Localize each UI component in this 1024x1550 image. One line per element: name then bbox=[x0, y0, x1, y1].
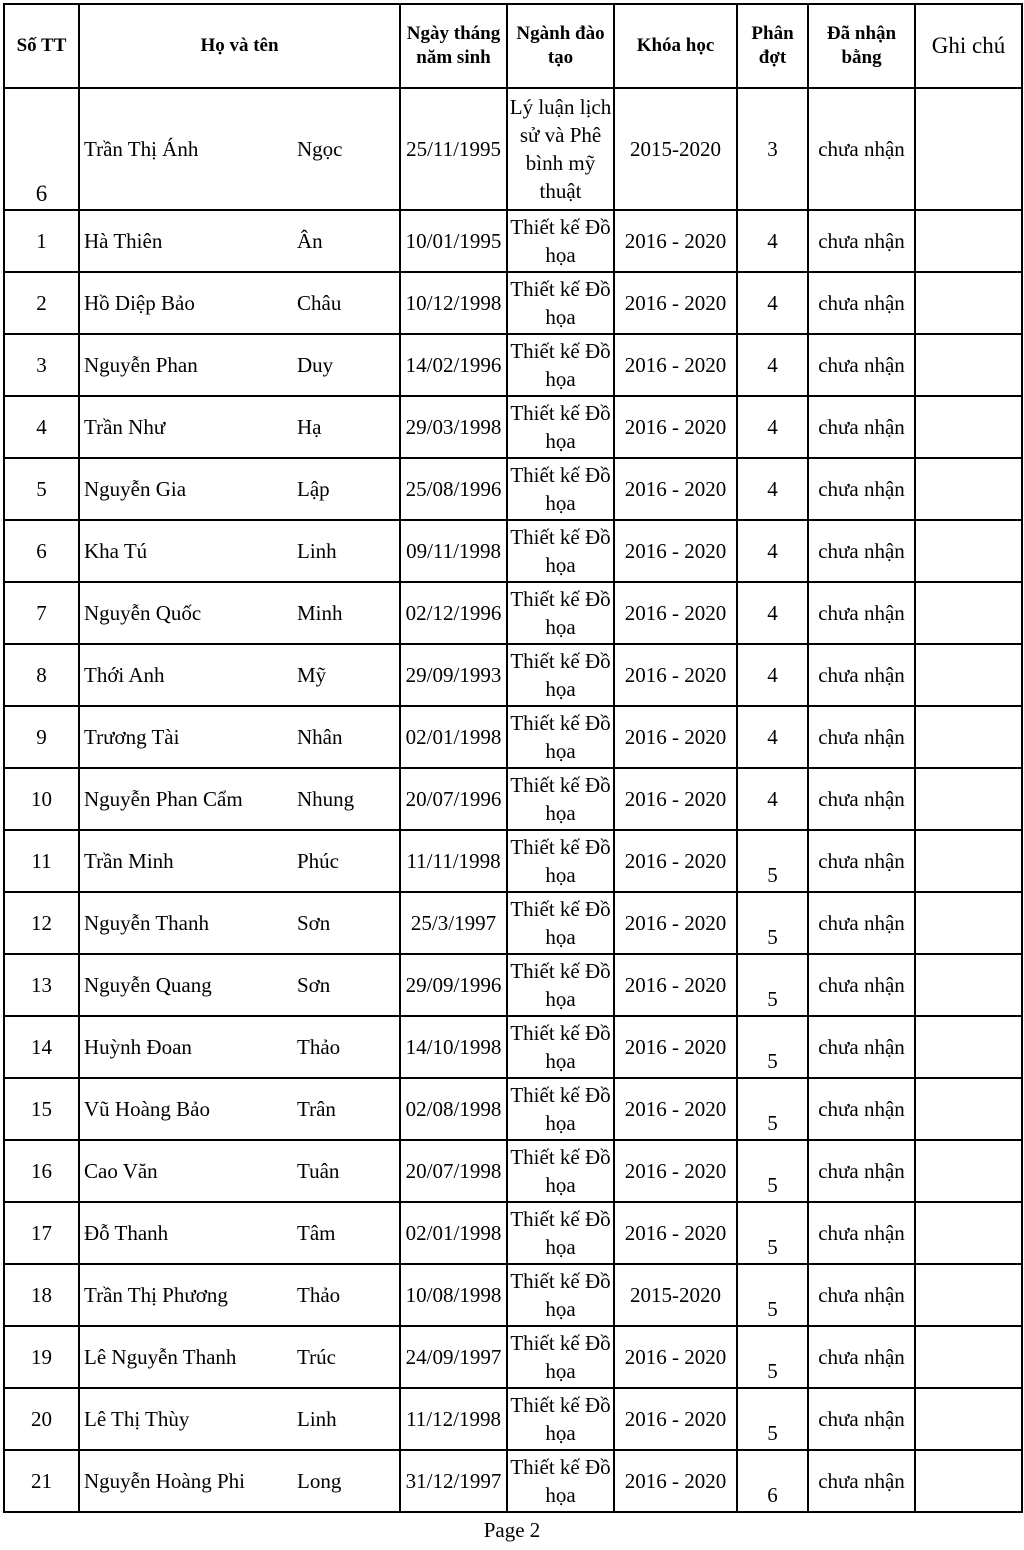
date-of-birth-cell: 02/01/1998 bbox=[400, 706, 507, 768]
date-of-birth-cell: 29/03/1998 bbox=[400, 396, 507, 458]
family-name-cell: Nguyễn Phan Cẩm bbox=[79, 768, 293, 830]
major-cell: Thiết kế Đồ họa bbox=[507, 1264, 614, 1326]
batch-cell: 6 bbox=[737, 1450, 808, 1512]
course-years-cell: 2016 - 2020 bbox=[614, 210, 737, 272]
table-row bbox=[4, 210, 1022, 272]
course-years-cell: 2016 - 2020 bbox=[614, 1140, 737, 1202]
date-of-birth-cell: 11/12/1998 bbox=[400, 1388, 507, 1450]
given-name-cell: Sơn bbox=[293, 954, 400, 1016]
row-number-cell: 6 bbox=[4, 520, 79, 582]
received-status-cell: chưa nhận bbox=[808, 458, 915, 520]
note-cell bbox=[915, 1016, 1022, 1078]
batch-cell: 5 bbox=[737, 1388, 808, 1450]
received-status-cell: chưa nhận bbox=[808, 954, 915, 1016]
given-name-cell: Hạ bbox=[293, 396, 400, 458]
date-of-birth-cell: 25/11/1995 bbox=[400, 88, 507, 210]
received-status-cell: chưa nhận bbox=[808, 1388, 915, 1450]
received-status-cell: chưa nhận bbox=[808, 1016, 915, 1078]
course-years-cell: 2016 - 2020 bbox=[614, 520, 737, 582]
note-cell bbox=[915, 1388, 1022, 1450]
family-name-cell: Nguyễn Phan bbox=[79, 334, 293, 396]
received-status-cell: chưa nhận bbox=[808, 272, 915, 334]
col-major-header: Ngành đào tạo bbox=[507, 4, 614, 88]
course-years-cell: 2016 - 2020 bbox=[614, 272, 737, 334]
course-years-cell: 2015-2020 bbox=[614, 88, 737, 210]
received-status-cell: chưa nhận bbox=[808, 520, 915, 582]
given-name-cell: Lập bbox=[293, 458, 400, 520]
major-cell: Thiết kế Đồ họa bbox=[507, 830, 614, 892]
major-cell: Thiết kế Đồ họa bbox=[507, 210, 614, 272]
major-cell: Thiết kế Đồ họa bbox=[507, 706, 614, 768]
batch-cell: 3 bbox=[737, 88, 808, 210]
given-name-cell: Long bbox=[293, 1450, 400, 1512]
batch-cell: 5 bbox=[737, 1202, 808, 1264]
date-of-birth-cell: 29/09/1996 bbox=[400, 954, 507, 1016]
date-of-birth-cell: 10/01/1995 bbox=[400, 210, 507, 272]
col-course-header: Khóa học bbox=[614, 4, 737, 88]
given-name-cell: Ngọc bbox=[293, 88, 400, 210]
course-years-cell: 2015-2020 bbox=[614, 1264, 737, 1326]
col-name-header: Họ và tên bbox=[79, 4, 400, 88]
family-name-cell: Vũ Hoàng Bảo bbox=[79, 1078, 293, 1140]
given-name-cell: Linh bbox=[293, 1388, 400, 1450]
family-name-cell: Kha Tú bbox=[79, 520, 293, 582]
row-number-cell: 6 bbox=[4, 88, 79, 210]
major-cell: Thiết kế Đồ họa bbox=[507, 1140, 614, 1202]
course-years-cell: 2016 - 2020 bbox=[614, 1326, 737, 1388]
course-years-cell: 2016 - 2020 bbox=[614, 644, 737, 706]
col-batch-header: Phân đợt bbox=[737, 4, 808, 88]
table-body bbox=[4, 88, 1022, 1512]
major-cell: Thiết kế Đồ họa bbox=[507, 644, 614, 706]
date-of-birth-cell: 31/12/1997 bbox=[400, 1450, 507, 1512]
row-number-cell: 18 bbox=[4, 1264, 79, 1326]
batch-cell: 5 bbox=[737, 830, 808, 892]
batch-cell: 4 bbox=[737, 582, 808, 644]
col-received-header: Đã nhận bằng bbox=[808, 4, 915, 88]
received-status-cell: chưa nhận bbox=[808, 1140, 915, 1202]
family-name-cell: Hồ Diệp Bảo bbox=[79, 272, 293, 334]
major-cell: Thiết kế Đồ họa bbox=[507, 458, 614, 520]
batch-cell: 5 bbox=[737, 1140, 808, 1202]
course-years-cell: 2016 - 2020 bbox=[614, 1016, 737, 1078]
row-number-cell: 17 bbox=[4, 1202, 79, 1264]
family-name-cell: Cao Văn bbox=[79, 1140, 293, 1202]
note-cell bbox=[915, 706, 1022, 768]
table-row bbox=[4, 768, 1022, 830]
course-years-cell: 2016 - 2020 bbox=[614, 396, 737, 458]
course-years-cell: 2016 - 2020 bbox=[614, 458, 737, 520]
major-cell: Thiết kế Đồ họa bbox=[507, 1388, 614, 1450]
given-name-cell: Nhân bbox=[293, 706, 400, 768]
date-of-birth-cell: 09/11/1998 bbox=[400, 520, 507, 582]
received-status-cell: chưa nhận bbox=[808, 1264, 915, 1326]
note-cell bbox=[915, 1140, 1022, 1202]
row-number-cell: 12 bbox=[4, 892, 79, 954]
row-number-cell: 9 bbox=[4, 706, 79, 768]
note-cell bbox=[915, 954, 1022, 1016]
row-number-cell: 21 bbox=[4, 1450, 79, 1512]
date-of-birth-cell: 02/01/1998 bbox=[400, 1202, 507, 1264]
date-of-birth-cell: 20/07/1998 bbox=[400, 1140, 507, 1202]
table-row bbox=[4, 1264, 1022, 1326]
given-name-cell: Trân bbox=[293, 1078, 400, 1140]
row-number-cell: 20 bbox=[4, 1388, 79, 1450]
row-number-cell: 10 bbox=[4, 768, 79, 830]
date-of-birth-cell: 14/10/1998 bbox=[400, 1016, 507, 1078]
family-name-cell: Nguyễn Thanh bbox=[79, 892, 293, 954]
course-years-cell: 2016 - 2020 bbox=[614, 830, 737, 892]
major-cell: Thiết kế Đồ họa bbox=[507, 1202, 614, 1264]
course-years-cell: 2016 - 2020 bbox=[614, 582, 737, 644]
batch-cell: 5 bbox=[737, 892, 808, 954]
row-number-cell: 11 bbox=[4, 830, 79, 892]
date-of-birth-cell: 10/08/1998 bbox=[400, 1264, 507, 1326]
row-number-cell: 8 bbox=[4, 644, 79, 706]
table-row bbox=[4, 954, 1022, 1016]
family-name-cell: Lê Thị Thùy bbox=[79, 1388, 293, 1450]
family-name-cell: Trần Thị Phương bbox=[79, 1264, 293, 1326]
batch-cell: 4 bbox=[737, 396, 808, 458]
col-dob-header: Ngày tháng năm sinh bbox=[400, 4, 507, 88]
given-name-cell: Linh bbox=[293, 520, 400, 582]
course-years-cell: 2016 - 2020 bbox=[614, 954, 737, 1016]
note-cell bbox=[915, 210, 1022, 272]
batch-cell: 4 bbox=[737, 210, 808, 272]
course-years-cell: 2016 - 2020 bbox=[614, 1202, 737, 1264]
note-cell bbox=[915, 1078, 1022, 1140]
batch-cell: 4 bbox=[737, 272, 808, 334]
date-of-birth-cell: 20/07/1996 bbox=[400, 768, 507, 830]
given-name-cell: Trúc bbox=[293, 1326, 400, 1388]
note-cell bbox=[915, 272, 1022, 334]
family-name-cell: Nguyễn Gia bbox=[79, 458, 293, 520]
received-status-cell: chưa nhận bbox=[808, 582, 915, 644]
table-row bbox=[4, 334, 1022, 396]
table-row bbox=[4, 458, 1022, 520]
date-of-birth-cell: 02/08/1998 bbox=[400, 1078, 507, 1140]
batch-cell: 5 bbox=[737, 1078, 808, 1140]
received-status-cell: chưa nhận bbox=[808, 210, 915, 272]
major-cell: Thiết kế Đồ họa bbox=[507, 520, 614, 582]
family-name-cell: Hà Thiên bbox=[79, 210, 293, 272]
row-number-cell: 2 bbox=[4, 272, 79, 334]
col-stt-header: Số TT bbox=[4, 4, 79, 88]
graduates-table bbox=[3, 3, 1023, 1513]
batch-cell: 5 bbox=[737, 1326, 808, 1388]
received-status-cell: chưa nhận bbox=[808, 768, 915, 830]
row-number-cell: 19 bbox=[4, 1326, 79, 1388]
date-of-birth-cell: 14/02/1996 bbox=[400, 334, 507, 396]
given-name-cell: Sơn bbox=[293, 892, 400, 954]
family-name-cell: Lê Nguyễn Thanh bbox=[79, 1326, 293, 1388]
note-cell bbox=[915, 582, 1022, 644]
received-status-cell: chưa nhận bbox=[808, 644, 915, 706]
given-name-cell: Tâm bbox=[293, 1202, 400, 1264]
batch-cell: 4 bbox=[737, 458, 808, 520]
note-cell bbox=[915, 458, 1022, 520]
table-row bbox=[4, 1450, 1022, 1512]
table-row bbox=[4, 1016, 1022, 1078]
date-of-birth-cell: 24/09/1997 bbox=[400, 1326, 507, 1388]
family-name-cell: Đỗ Thanh bbox=[79, 1202, 293, 1264]
family-name-cell: Nguyễn Quang bbox=[79, 954, 293, 1016]
family-name-cell: Trần Minh bbox=[79, 830, 293, 892]
table-row bbox=[4, 706, 1022, 768]
major-cell: Thiết kế Đồ họa bbox=[507, 396, 614, 458]
batch-cell: 5 bbox=[737, 1264, 808, 1326]
given-name-cell: Minh bbox=[293, 582, 400, 644]
table-row bbox=[4, 644, 1022, 706]
family-name-cell: Trần Như bbox=[79, 396, 293, 458]
header-row bbox=[4, 4, 1022, 88]
course-years-cell: 2016 - 2020 bbox=[614, 706, 737, 768]
batch-cell: 4 bbox=[737, 334, 808, 396]
batch-cell: 4 bbox=[737, 768, 808, 830]
major-cell: Thiết kế Đồ họa bbox=[507, 954, 614, 1016]
batch-cell: 4 bbox=[737, 644, 808, 706]
note-cell bbox=[915, 520, 1022, 582]
major-cell: Thiết kế Đồ họa bbox=[507, 582, 614, 644]
received-status-cell: chưa nhận bbox=[808, 1202, 915, 1264]
row-number-cell: 16 bbox=[4, 1140, 79, 1202]
family-name-cell: Nguyễn Hoàng Phi bbox=[79, 1450, 293, 1512]
note-cell bbox=[915, 396, 1022, 458]
table-row bbox=[4, 272, 1022, 334]
date-of-birth-cell: 29/09/1993 bbox=[400, 644, 507, 706]
received-status-cell: chưa nhận bbox=[808, 1078, 915, 1140]
page-number: Page 2 bbox=[483, 1518, 541, 1542]
table-row bbox=[4, 582, 1022, 644]
family-name-cell: Trần Thị Ánh bbox=[79, 88, 293, 210]
row-number-cell: 1 bbox=[4, 210, 79, 272]
note-cell bbox=[915, 1450, 1022, 1512]
table-row bbox=[4, 1388, 1022, 1450]
major-cell: Thiết kế Đồ họa bbox=[507, 1016, 614, 1078]
batch-cell: 5 bbox=[737, 954, 808, 1016]
received-status-cell: chưa nhận bbox=[808, 1450, 915, 1512]
course-years-cell: 2016 - 2020 bbox=[614, 1078, 737, 1140]
note-cell bbox=[915, 892, 1022, 954]
received-status-cell: chưa nhận bbox=[808, 88, 915, 210]
major-cell: Thiết kế Đồ họa bbox=[507, 1450, 614, 1512]
major-cell: Thiết kế Đồ họa bbox=[507, 768, 614, 830]
date-of-birth-cell: 25/08/1996 bbox=[400, 458, 507, 520]
major-cell: Thiết kế Đồ họa bbox=[507, 334, 614, 396]
course-years-cell: 2016 - 2020 bbox=[614, 892, 737, 954]
family-name-cell: Nguyễn Quốc bbox=[79, 582, 293, 644]
major-cell: Lý luận lịch sử và Phê bình mỹ thuật bbox=[507, 88, 614, 210]
given-name-cell: Ân bbox=[293, 210, 400, 272]
given-name-cell: Thảo bbox=[293, 1264, 400, 1326]
note-cell bbox=[915, 830, 1022, 892]
course-years-cell: 2016 - 2020 bbox=[614, 1388, 737, 1450]
course-years-cell: 2016 - 2020 bbox=[614, 1450, 737, 1512]
note-cell bbox=[915, 1326, 1022, 1388]
table-row bbox=[4, 88, 1022, 210]
given-name-cell: Duy bbox=[293, 334, 400, 396]
table-row bbox=[4, 892, 1022, 954]
received-status-cell: chưa nhận bbox=[808, 396, 915, 458]
row-number-cell: 3 bbox=[4, 334, 79, 396]
given-name-cell: Châu bbox=[293, 272, 400, 334]
received-status-cell: chưa nhận bbox=[808, 706, 915, 768]
note-cell bbox=[915, 88, 1022, 210]
table-row bbox=[4, 830, 1022, 892]
col-note-header: Ghi chú bbox=[915, 4, 1022, 88]
note-cell bbox=[915, 644, 1022, 706]
table-row bbox=[4, 396, 1022, 458]
given-name-cell: Tuân bbox=[293, 1140, 400, 1202]
row-number-cell: 14 bbox=[4, 1016, 79, 1078]
major-cell: Thiết kế Đồ họa bbox=[507, 1326, 614, 1388]
row-number-cell: 15 bbox=[4, 1078, 79, 1140]
family-name-cell: Trương Tài bbox=[79, 706, 293, 768]
table-row bbox=[4, 1140, 1022, 1202]
major-cell: Thiết kế Đồ họa bbox=[507, 892, 614, 954]
given-name-cell: Nhung bbox=[293, 768, 400, 830]
given-name-cell: Thảo bbox=[293, 1016, 400, 1078]
received-status-cell: chưa nhận bbox=[808, 1326, 915, 1388]
date-of-birth-cell: 02/12/1996 bbox=[400, 582, 507, 644]
major-cell: Thiết kế Đồ họa bbox=[507, 1078, 614, 1140]
batch-cell: 4 bbox=[737, 520, 808, 582]
received-status-cell: chưa nhận bbox=[808, 892, 915, 954]
note-cell bbox=[915, 1264, 1022, 1326]
received-status-cell: chưa nhận bbox=[808, 334, 915, 396]
row-number-cell: 5 bbox=[4, 458, 79, 520]
date-of-birth-cell: 10/12/1998 bbox=[400, 272, 507, 334]
given-name-cell: Mỹ bbox=[293, 644, 400, 706]
major-cell: Thiết kế Đồ họa bbox=[507, 272, 614, 334]
row-number-cell: 4 bbox=[4, 396, 79, 458]
table-row bbox=[4, 520, 1022, 582]
batch-cell: 4 bbox=[737, 706, 808, 768]
table-row bbox=[4, 1202, 1022, 1264]
note-cell bbox=[915, 334, 1022, 396]
family-name-cell: Huỳnh Đoan bbox=[79, 1016, 293, 1078]
row-number-cell: 13 bbox=[4, 954, 79, 1016]
given-name-cell: Phúc bbox=[293, 830, 400, 892]
date-of-birth-cell: 25/3/1997 bbox=[400, 892, 507, 954]
course-years-cell: 2016 - 2020 bbox=[614, 334, 737, 396]
table-row bbox=[4, 1326, 1022, 1388]
date-of-birth-cell: 11/11/1998 bbox=[400, 830, 507, 892]
note-cell bbox=[915, 1202, 1022, 1264]
batch-cell: 5 bbox=[737, 1016, 808, 1078]
row-number-cell: 7 bbox=[4, 582, 79, 644]
note-cell bbox=[915, 768, 1022, 830]
received-status-cell: chưa nhận bbox=[808, 830, 915, 892]
family-name-cell: Thới Anh bbox=[79, 644, 293, 706]
table-row bbox=[4, 1078, 1022, 1140]
course-years-cell: 2016 - 2020 bbox=[614, 768, 737, 830]
